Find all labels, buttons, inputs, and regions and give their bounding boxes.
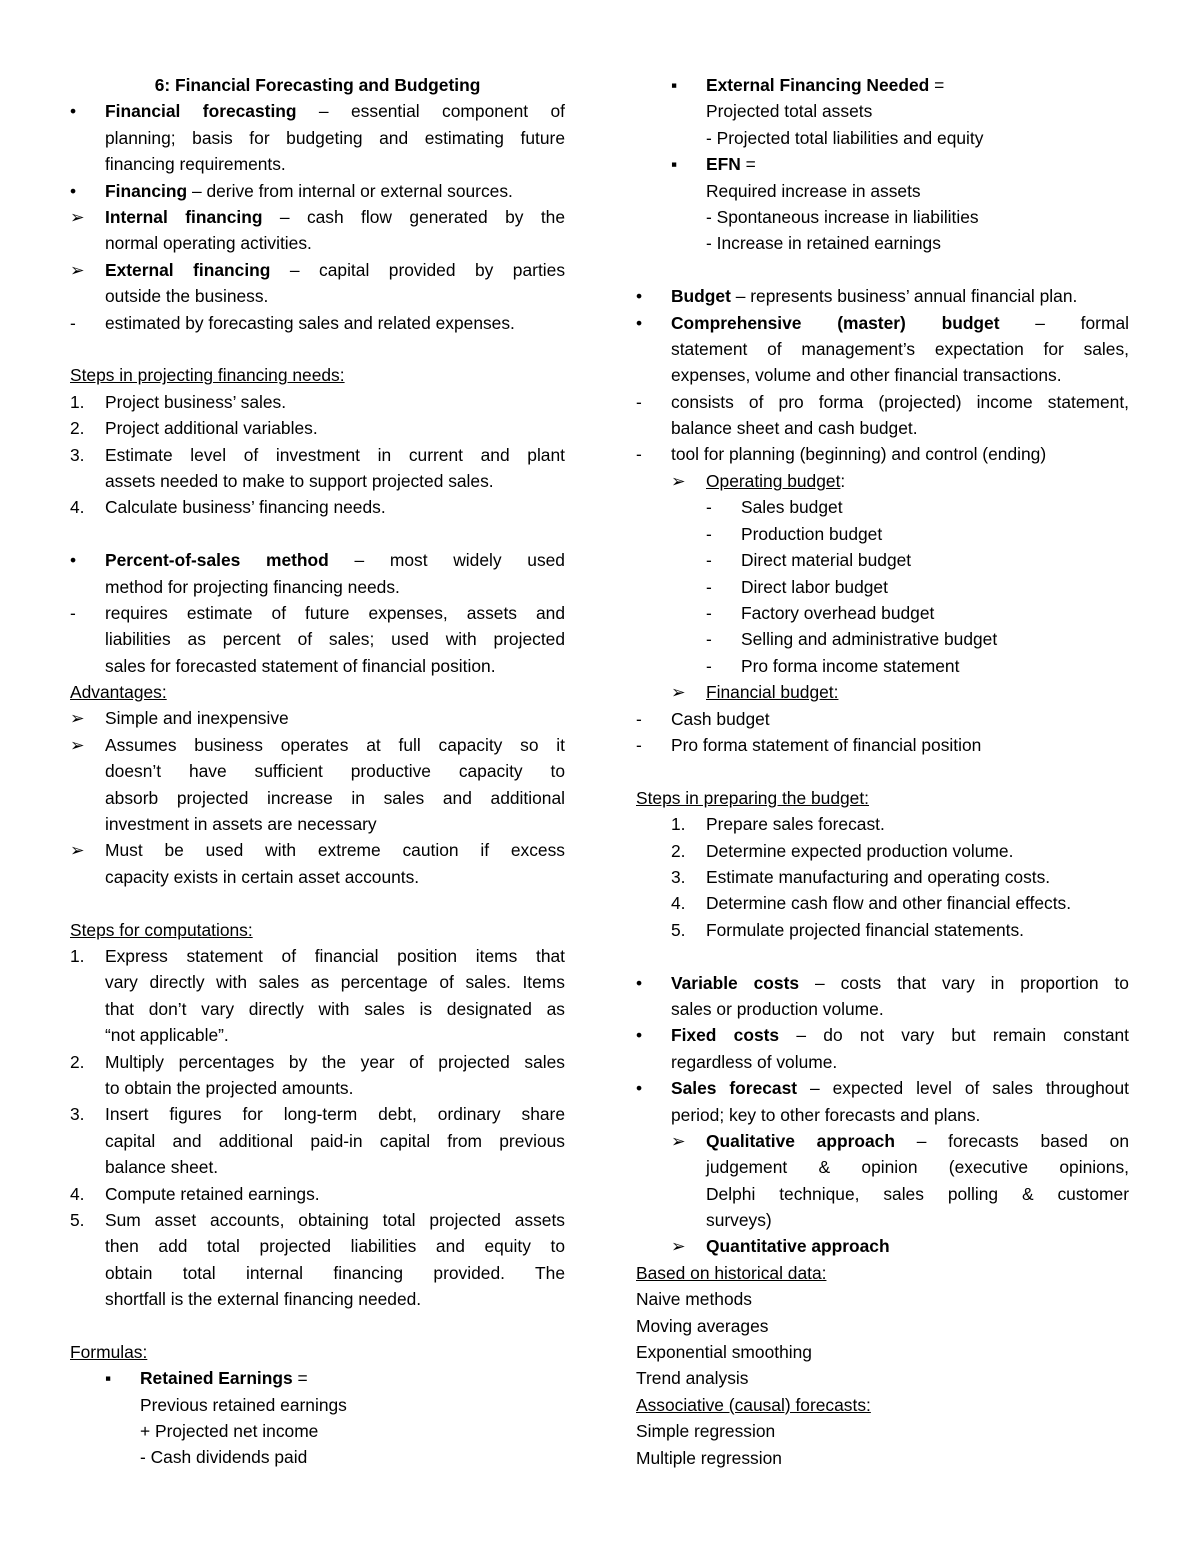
right-column bbox=[636, 72, 1129, 1471]
dash-item bbox=[636, 494, 1129, 520]
dash-marker: - bbox=[706, 497, 712, 518]
item-text: Determine expected production volume. bbox=[706, 840, 1014, 861]
item-text: Factory overhead budget bbox=[741, 602, 935, 623]
bullet-marker: • bbox=[636, 1025, 643, 1046]
term-label: Sales forecast bbox=[671, 1078, 798, 1099]
item-text: Estimate manufacturing and operating costs. bbox=[706, 866, 1051, 887]
item-number: 1. bbox=[70, 945, 85, 966]
arrow-marker: ➢ bbox=[70, 206, 85, 227]
dash-item bbox=[636, 626, 1129, 652]
dash-marker: - bbox=[706, 576, 712, 597]
term-label: Quantitative approach bbox=[706, 1236, 890, 1257]
item-number: 1. bbox=[671, 814, 686, 835]
numbered-list bbox=[70, 389, 565, 521]
item-text: “not applicable”. bbox=[105, 1025, 229, 1046]
item-text: Project additional variables. bbox=[105, 418, 318, 439]
item-text: investment in assets are necessary bbox=[105, 814, 377, 835]
item-text: Simple and inexpensive bbox=[105, 708, 289, 729]
item-text: Express statement of financial position items that bbox=[105, 945, 565, 966]
list-item bbox=[70, 415, 565, 441]
plain-list bbox=[636, 1418, 1129, 1471]
dash-marker: - bbox=[706, 655, 712, 676]
item-text: absorb projected increase in sales and additional bbox=[105, 787, 565, 808]
item-text: Production budget bbox=[741, 523, 883, 544]
bullet-item: • Fixed costs – do not vary but remain constant regardless of volume. bbox=[636, 1022, 1129, 1075]
term-label: External financing bbox=[105, 259, 271, 280]
dash-marker: - bbox=[706, 523, 712, 544]
list-item: Trend analysis bbox=[636, 1368, 749, 1389]
item-number: 1. bbox=[70, 391, 85, 412]
item-text: shortfall is the external financing needed. bbox=[105, 1289, 422, 1310]
document-title: 6: Financial Forecasting and Budgeting bbox=[154, 75, 481, 95]
dash-marker: - bbox=[706, 602, 712, 623]
dash-item: - tool for planning (beginning) and control (ending) bbox=[636, 441, 1129, 467]
bullet-item: • Sales forecast – expected level of sales throughout period; key to other forecasts and plans. bbox=[636, 1075, 1129, 1128]
arrow-item bbox=[70, 732, 565, 838]
list-item: Simple regression bbox=[636, 1421, 776, 1442]
bullet-marker: • bbox=[70, 101, 77, 122]
plain-list bbox=[636, 1286, 1129, 1392]
square-item: ▪ EFN = Required increase in assets - Spontaneous increase in liabilities - Increase in retained earnings bbox=[636, 151, 1129, 257]
list-item bbox=[636, 917, 1129, 943]
formula-label: External Financing Needed bbox=[706, 75, 930, 95]
item-text: Prepare sales forecast. bbox=[706, 814, 885, 835]
item-text: Determine cash flow and other financial effects. bbox=[706, 893, 1072, 914]
item-number: 3. bbox=[70, 1104, 85, 1125]
dash-item: - estimated by forecasting sales and related expenses. bbox=[70, 310, 565, 336]
item-number: 4. bbox=[70, 497, 85, 518]
item-text: Project business’ sales. bbox=[105, 391, 287, 412]
list-item: Moving averages bbox=[636, 1315, 769, 1336]
square-item: ▪ Retained Earnings = Previous retained earnings + Projected net income - Cash dividends paid bbox=[70, 1365, 565, 1471]
term-label: Fixed costs bbox=[671, 1025, 780, 1046]
item-text: Assumes business operates at full capacity so it bbox=[105, 734, 565, 755]
list-item: Multiple regression bbox=[636, 1447, 782, 1468]
item-number: 5. bbox=[70, 1209, 85, 1230]
section-heading: Formulas: bbox=[70, 1341, 148, 1362]
item-text: Direct material budget bbox=[741, 550, 912, 571]
dash-item bbox=[636, 706, 1129, 732]
item-text: vary directly with sales as percentage of sales. Items bbox=[105, 972, 565, 993]
bullet-marker: • bbox=[636, 1078, 643, 1099]
dash-marker: - bbox=[636, 444, 642, 465]
arrow-item: ➢ Qualitative approach – forecasts based on judgement & opinion (executive opinions, Delphi technique, sales polling & customer surveys) bbox=[636, 1128, 1129, 1234]
bullet-item: • Financial forecasting – essential component of planning; basis for budgeting and estimating future financing requirements. bbox=[70, 98, 565, 177]
term-label: Variable costs bbox=[671, 972, 800, 993]
dash-item bbox=[636, 600, 1129, 626]
term-label: Financial forecasting bbox=[105, 101, 297, 122]
arrow-marker: ➢ bbox=[70, 259, 85, 280]
item-number: 2. bbox=[70, 418, 85, 439]
left-column bbox=[70, 72, 565, 1471]
term-label: Percent-of-sales method bbox=[105, 550, 329, 571]
numbered-list bbox=[636, 811, 1129, 943]
dash-marker: - bbox=[636, 391, 642, 412]
arrow-marker: ➢ bbox=[70, 708, 85, 729]
dash-marker: - bbox=[706, 550, 712, 571]
bullet-marker: • bbox=[636, 312, 643, 333]
item-text: Insert figures for long-term debt, ordinary share bbox=[105, 1104, 565, 1125]
list-item: Exponential smoothing bbox=[636, 1342, 812, 1363]
item-text: Selling and administrative budget bbox=[741, 629, 998, 650]
dash-list bbox=[636, 494, 1129, 679]
item-text: capacity exists in certain asset accounts. bbox=[105, 866, 420, 887]
arrow-marker: ➢ bbox=[671, 470, 686, 491]
item-text: Multiply percentages by the year of projected sales bbox=[105, 1051, 565, 1072]
section-heading: Based on historical data: bbox=[636, 1262, 827, 1283]
section-heading: Steps in projecting financing needs: bbox=[70, 365, 345, 386]
bullet-item: • Financing – derive from internal or external sources. bbox=[70, 178, 565, 204]
item-text: Compute retained earnings. bbox=[105, 1183, 320, 1204]
term-label: Budget bbox=[671, 286, 731, 307]
item-number: 2. bbox=[671, 840, 686, 861]
arrow-marker: ➢ bbox=[70, 840, 85, 861]
list-item bbox=[70, 1049, 565, 1102]
subsection-heading: Operating budget bbox=[706, 470, 841, 491]
item-text: to obtain the projected amounts. bbox=[105, 1077, 354, 1098]
square-marker: ▪ bbox=[105, 1368, 112, 1389]
item-text: Direct labor budget bbox=[741, 576, 888, 597]
dash-marker: - bbox=[706, 629, 712, 650]
item-text: Must be used with extreme caution if excess bbox=[105, 840, 565, 861]
term-label: Qualitative approach bbox=[706, 1130, 895, 1151]
square-marker: ▪ bbox=[671, 75, 678, 95]
arrow-marker: ➢ bbox=[671, 682, 686, 703]
item-text: Formulate projected financial statements. bbox=[706, 919, 1025, 940]
section-heading: Advantages: bbox=[70, 682, 167, 703]
bullet-item: • Comprehensive (master) budget – formal statement of management’s expectation for sales, expenses, volume and other financial transactions. bbox=[636, 310, 1129, 389]
subsection-heading: Financial budget: bbox=[706, 682, 839, 703]
dash-item: - consists of pro forma (projected) income statement, balance sheet and cash budget. bbox=[636, 389, 1129, 442]
formula-label: Retained Earnings bbox=[140, 1368, 293, 1389]
arrow-item bbox=[70, 705, 565, 731]
dash-item bbox=[636, 547, 1129, 573]
arrow-list bbox=[70, 705, 565, 890]
dash-item bbox=[636, 653, 1129, 679]
dash-list bbox=[636, 706, 1129, 759]
item-number: 3. bbox=[671, 866, 686, 887]
list-item bbox=[70, 1207, 565, 1313]
item-text: Cash budget bbox=[671, 708, 770, 729]
bullet-marker: • bbox=[636, 286, 643, 307]
arrow-marker: ➢ bbox=[671, 1236, 686, 1257]
dash-item bbox=[636, 732, 1129, 758]
item-text: Calculate business’ financing needs. bbox=[105, 497, 386, 518]
list-item bbox=[636, 890, 1129, 916]
numbered-list bbox=[70, 943, 565, 1312]
bullet-item: • Budget – represents business’ annual financial plan. bbox=[636, 283, 1129, 309]
item-number: 4. bbox=[70, 1183, 85, 1204]
arrow-item: ➢ External financing – capital provided by parties outside the business. bbox=[70, 257, 565, 310]
bullet-item: • Percent-of-sales method – most widely used method for projecting financing needs. bbox=[70, 547, 565, 600]
item-number: 4. bbox=[671, 893, 686, 914]
item-text: Sum asset accounts, obtaining total projected assets bbox=[105, 1209, 565, 1230]
item-text: Pro forma income statement bbox=[741, 655, 960, 676]
section-heading: Steps for computations: bbox=[70, 919, 253, 940]
term-label: Comprehensive (master) budget bbox=[671, 312, 1000, 333]
dash-item: - requires estimate of future expenses, assets and liabilities as percent of sales; used with projected sales for forecasted statement of financial position. bbox=[70, 600, 565, 679]
list-item bbox=[70, 494, 565, 520]
dash-marker: - bbox=[70, 312, 76, 333]
list-item bbox=[636, 811, 1129, 837]
dash-item bbox=[636, 574, 1129, 600]
arrow-item bbox=[636, 1233, 1129, 1259]
bullet-item: • Variable costs – costs that vary in proportion to sales or production volume. bbox=[636, 970, 1129, 1023]
arrow-item bbox=[70, 837, 565, 890]
arrow-item bbox=[636, 679, 1129, 705]
section-heading: Associative (causal) forecasts: bbox=[636, 1394, 871, 1415]
item-text: capital and additional paid-in capital from previous bbox=[105, 1130, 565, 1151]
arrow-marker: ➢ bbox=[671, 1130, 686, 1151]
item-text: Sales budget bbox=[741, 497, 843, 518]
dash-marker: - bbox=[636, 708, 642, 729]
list-item bbox=[636, 864, 1129, 890]
arrow-item: ➢ Operating budget: bbox=[636, 468, 1129, 494]
bullet-marker: • bbox=[70, 550, 77, 571]
arrow-item: ➢ Internal financing – cash flow generated by the normal operating activities. bbox=[70, 204, 565, 257]
dash-marker: - bbox=[636, 734, 642, 755]
section-heading: Steps in preparing the budget: bbox=[636, 787, 870, 808]
bullet-marker: • bbox=[636, 972, 643, 993]
term-label: Internal financing bbox=[105, 206, 263, 227]
item-text: obtain total internal financing provided. The bbox=[105, 1262, 565, 1283]
square-item: ▪ External Financing Needed = Projected total assets - Projected total liabilities and equity bbox=[636, 72, 1129, 151]
list-item bbox=[70, 1101, 565, 1180]
item-text: balance sheet. bbox=[105, 1157, 219, 1178]
list-item bbox=[70, 943, 565, 1049]
item-text: then add total projected liabilities and equity to bbox=[105, 1236, 565, 1257]
list-item bbox=[70, 442, 565, 495]
item-number: 2. bbox=[70, 1051, 85, 1072]
list-item bbox=[70, 389, 565, 415]
list-item bbox=[70, 1181, 565, 1207]
dash-marker: - bbox=[70, 602, 76, 623]
item-text: assets needed to make to support projected sales. bbox=[105, 470, 494, 491]
dash-item bbox=[636, 521, 1129, 547]
square-marker: ▪ bbox=[671, 154, 678, 175]
bullet-marker: • bbox=[70, 180, 77, 201]
item-text: Pro forma statement of financial position bbox=[671, 734, 982, 755]
item-text: Estimate level of investment in current and plant bbox=[105, 444, 565, 465]
item-number: 5. bbox=[671, 919, 686, 940]
list-item bbox=[636, 838, 1129, 864]
arrow-marker: ➢ bbox=[70, 734, 85, 755]
item-text: that don’t vary directly with sales is designated as bbox=[105, 998, 565, 1019]
item-text: doesn’t have sufficient productive capacity to bbox=[105, 761, 565, 782]
term-label: Financing bbox=[105, 180, 188, 201]
formula-label: EFN bbox=[706, 154, 741, 175]
item-number: 3. bbox=[70, 444, 85, 465]
list-item: Naive methods bbox=[636, 1289, 752, 1310]
